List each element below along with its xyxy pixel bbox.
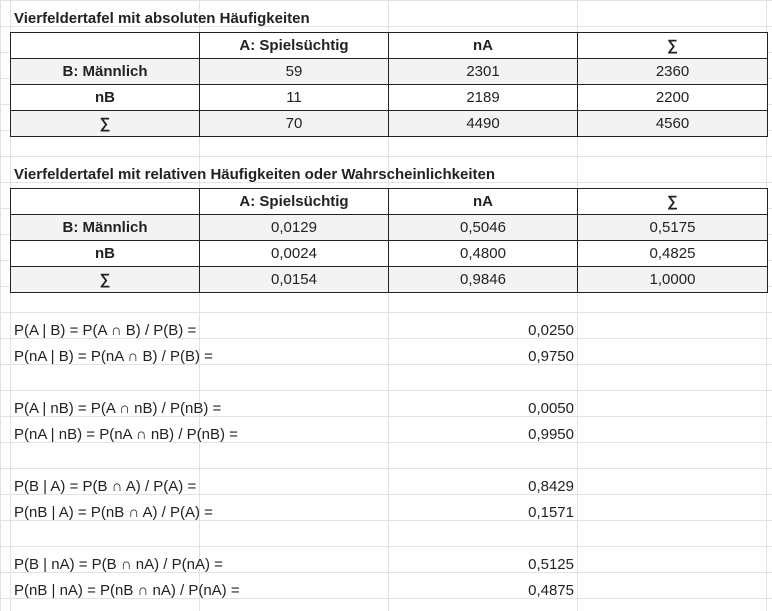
formula-label[interactable]: P(A | B) = P(A ∩ B) / P(B) = (14, 322, 197, 339)
table-row (11, 215, 768, 241)
table-row (11, 33, 768, 59)
table-cell[interactable]: 70 (200, 111, 389, 137)
rel-table-title[interactable]: Vierfeldertafel mit relativen Häufigkeiten oder Wahrscheinlichkeiten (14, 166, 495, 183)
table-row (11, 59, 768, 85)
table-cell[interactable]: 2200 (578, 85, 768, 111)
row-header-cell[interactable]: nB (11, 85, 200, 111)
formula-label[interactable]: P(nB | A) = P(nB ∩ A) / P(A) = (14, 504, 213, 521)
table-cell[interactable]: 4490 (389, 111, 578, 137)
table-cell[interactable]: 0,0154 (200, 267, 389, 293)
table-cell[interactable]: 0,9846 (389, 267, 578, 293)
table-cell[interactable] (11, 33, 200, 59)
rel-table (10, 188, 768, 293)
formula-value[interactable]: 0,5125 (528, 556, 574, 573)
formula-label[interactable]: P(nA | B) = P(nA ∩ B) / P(B) = (14, 348, 213, 365)
formula-value[interactable]: 0,1571 (528, 504, 574, 521)
formula-label[interactable]: P(B | nA) = P(B ∩ nA) / P(nA) = (14, 556, 223, 573)
table-cell[interactable]: 0,4800 (389, 241, 578, 267)
row-header-cell[interactable]: ∑ (11, 111, 200, 137)
abs-table-title[interactable]: Vierfeldertafel mit absoluten Häufigkeiten (14, 10, 310, 27)
table-cell[interactable]: 2301 (389, 59, 578, 85)
formula-label[interactable]: P(nB | nA) = P(nB ∩ nA) / P(nA) = (14, 582, 240, 599)
table-cell[interactable]: 11 (200, 85, 389, 111)
table-cell[interactable]: 2189 (389, 85, 578, 111)
table-header-cell[interactable]: ∑ (578, 33, 768, 59)
row-header-cell[interactable]: B: Männlich (11, 59, 200, 85)
table-cell[interactable]: 0,5175 (578, 215, 768, 241)
table-header-cell[interactable]: ∑ (578, 189, 768, 215)
abs-table (10, 32, 768, 137)
formula-value[interactable]: 0,8429 (528, 478, 574, 495)
table-cell[interactable]: 0,4825 (578, 241, 768, 267)
formula-value[interactable]: 0,9950 (528, 426, 574, 443)
table-header-cell[interactable]: A: Spielsüchtig (200, 33, 389, 59)
formula-value[interactable]: 0,9750 (528, 348, 574, 365)
row-header-cell[interactable]: nB (11, 241, 200, 267)
table-cell[interactable]: 59 (200, 59, 389, 85)
table-cell[interactable]: 2360 (578, 59, 768, 85)
table-cell[interactable] (11, 189, 200, 215)
table-row (11, 241, 768, 267)
formula-value[interactable]: 0,0250 (528, 322, 574, 339)
table-row (11, 111, 768, 137)
formula-value[interactable]: 0,4875 (528, 582, 574, 599)
table-cell[interactable]: 1,0000 (578, 267, 768, 293)
table-row (11, 267, 768, 293)
table-header-cell[interactable]: nA (389, 33, 578, 59)
table-row (11, 85, 768, 111)
table-cell[interactable]: 0,0024 (200, 241, 389, 267)
table-cell[interactable]: 0,5046 (389, 215, 578, 241)
formula-label[interactable]: P(nA | nB) = P(nA ∩ nB) / P(nB) = (14, 426, 238, 443)
table-cell[interactable]: 4560 (578, 111, 768, 137)
table-header-cell[interactable]: A: Spielsüchtig (200, 189, 389, 215)
formula-label[interactable]: P(B | A) = P(B ∩ A) / P(A) = (14, 478, 197, 495)
formula-value[interactable]: 0,0050 (528, 400, 574, 417)
row-header-cell[interactable]: ∑ (11, 267, 200, 293)
formula-label[interactable]: P(A | nB) = P(A ∩ nB) / P(nB) = (14, 400, 222, 417)
table-header-cell[interactable]: nA (389, 189, 578, 215)
row-header-cell[interactable]: B: Männlich (11, 215, 200, 241)
table-row (11, 189, 768, 215)
table-cell[interactable]: 0,0129 (200, 215, 389, 241)
